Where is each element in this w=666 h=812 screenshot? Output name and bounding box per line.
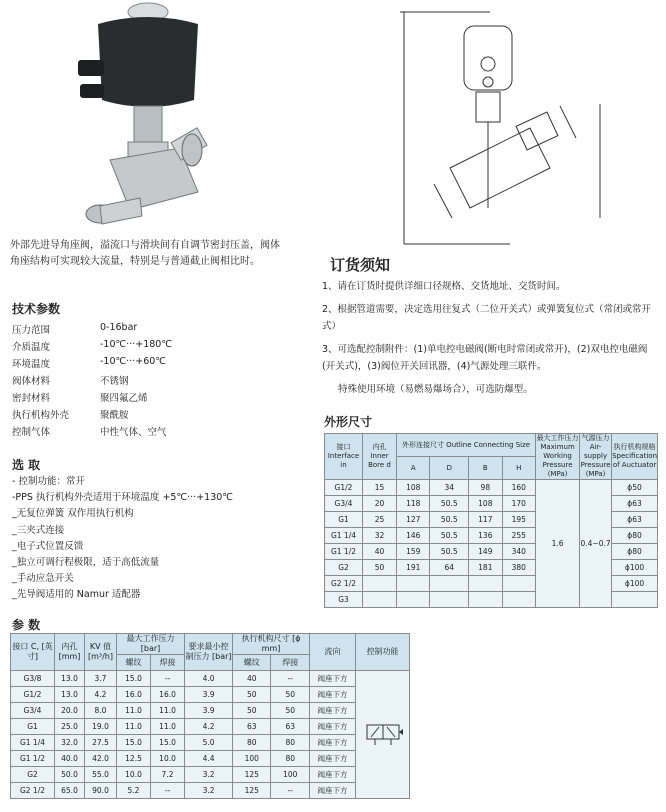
cell: G1 1/4	[325, 528, 363, 544]
cell: 380	[502, 560, 536, 576]
cell: 118	[397, 496, 430, 512]
cell: 3.2	[185, 783, 233, 799]
cell: 181	[469, 560, 502, 576]
option-item: _电子式位置反馈	[12, 540, 84, 552]
cell: 10.0	[117, 767, 151, 783]
cell: 50.5	[430, 496, 469, 512]
cell: 15.0	[151, 735, 185, 751]
th-interface: 接口 Interface in	[325, 434, 363, 480]
spec-row	[12, 356, 312, 373]
cell: 50	[271, 687, 310, 703]
cell: 阀座下方	[310, 783, 356, 799]
cell: 63	[233, 719, 271, 735]
cell	[430, 576, 469, 592]
cell: 149	[469, 544, 502, 560]
cell: 7.2	[151, 767, 185, 783]
outline-dimensions-table	[324, 433, 658, 608]
cell: 40.0	[55, 751, 85, 767]
cell: 阀座下方	[310, 687, 356, 703]
cell: --	[271, 671, 310, 687]
table-row	[11, 719, 410, 735]
th-bore: 内孔 Inner Bore d	[363, 434, 397, 480]
spec-value: 不锈钢	[100, 376, 129, 387]
cell: 55.0	[85, 767, 117, 783]
spec-key: 阀体材料	[12, 376, 51, 387]
th-weld: 焊接	[271, 655, 310, 671]
dimension-drawing	[390, 8, 640, 248]
cell: G2 1/2	[325, 576, 363, 592]
th-dim-d: D	[430, 457, 469, 480]
cell: ϕ100	[612, 576, 658, 592]
cell: 13.0	[55, 687, 85, 703]
cell: 65.0	[55, 783, 85, 799]
cell: 13.0	[55, 671, 85, 687]
cell: 195	[502, 512, 536, 528]
cell: 10.0	[151, 751, 185, 767]
cell	[502, 592, 536, 608]
th-dim-h: H	[502, 457, 536, 480]
table-row	[325, 480, 658, 496]
params-title: 参 数	[12, 618, 41, 632]
cell: 3.2	[185, 767, 233, 783]
th-thread: 螺纹	[233, 655, 271, 671]
cell: 50.5	[430, 528, 469, 544]
cell: G3/4	[325, 496, 363, 512]
cell: 108	[469, 496, 502, 512]
table-row	[11, 671, 410, 687]
spec-row	[12, 339, 312, 356]
tech-params-list	[12, 322, 312, 441]
cell: ϕ63	[612, 496, 658, 512]
cell: G2	[325, 560, 363, 576]
th-air-pressure: 气源压力 Air-supply Pressure (MPa)	[580, 434, 611, 478]
table-row	[11, 687, 410, 703]
cell: 11.0	[151, 703, 185, 719]
cell: 8.0	[85, 703, 117, 719]
cell: G1/2	[11, 687, 55, 703]
cell: G2 1/2	[11, 783, 55, 799]
cell: 117	[469, 512, 502, 528]
cell: 255	[502, 528, 536, 544]
cell: G3/8	[11, 671, 55, 687]
control-symbol-cell	[356, 671, 410, 799]
cell: 125	[233, 783, 271, 799]
cell: G1	[325, 512, 363, 528]
options-title: 选 取	[12, 458, 41, 472]
table-row	[11, 783, 410, 799]
th-dims: 外形连接尺寸 Outline Connecting Size	[397, 434, 536, 457]
cell: 90.0	[85, 783, 117, 799]
th-bore: 内孔 [mm]	[55, 634, 85, 671]
cell-air-pressure: 0.4~0.7	[580, 480, 612, 608]
cell: 3.9	[185, 687, 233, 703]
order-notes-title: 订货须知	[330, 256, 391, 274]
th-actuator: 执行机构规格 Specification of Auctuator	[612, 434, 658, 480]
th-max-pressure: 最大工作压力 [bar]	[117, 634, 185, 655]
th-actuator-size: 执行机构尺寸 [ϕ mm]	[233, 634, 310, 655]
cell: ϕ63	[612, 512, 658, 528]
cell: G3/4	[11, 703, 55, 719]
cell: 108	[397, 480, 430, 496]
cell: 阀座下方	[310, 735, 356, 751]
cell: 100	[271, 767, 310, 783]
cell	[469, 592, 502, 608]
cell: 4.4	[185, 751, 233, 767]
cell	[430, 592, 469, 608]
cell	[469, 576, 502, 592]
cell: 27.5	[85, 735, 117, 751]
cell: 146	[397, 528, 430, 544]
spec-row	[12, 407, 312, 424]
option-item: - 控制功能：常开	[12, 476, 85, 487]
cell: 191	[397, 560, 430, 576]
cell: 50	[233, 687, 271, 703]
cell: 25.0	[55, 719, 85, 735]
th-min-control-pressure: 要求最小控制压力 [bar]	[185, 634, 233, 671]
cell	[612, 592, 658, 608]
cell: 11.0	[151, 719, 185, 735]
cell: 16.0	[151, 687, 185, 703]
cell: --	[151, 783, 185, 799]
th-flow: 流向	[310, 634, 356, 671]
table-row	[11, 751, 410, 767]
cell: 340	[502, 544, 536, 560]
description-line-1: 外部先进导角座阀，溢流口与滑块间有自调节密封压盖，阀体	[10, 240, 280, 251]
th-max-pressure: 最大工作压力 Maximum Working Pressure (MPa)	[536, 434, 579, 478]
cell: 136	[469, 528, 502, 544]
spec-value: -10℃···+60℃	[100, 356, 166, 367]
cell: 40	[363, 544, 397, 560]
cell: 40	[233, 671, 271, 687]
options-list	[12, 474, 312, 604]
table-row	[11, 767, 410, 783]
cell: 阀座下方	[310, 671, 356, 687]
cell: G3	[325, 592, 363, 608]
cell: 5.2	[117, 783, 151, 799]
cell	[397, 592, 430, 608]
option-item: _无复位弹簧 双作用执行机构	[12, 508, 134, 520]
spec-value: -10℃···+180℃	[100, 339, 173, 350]
cell: 34	[430, 480, 469, 496]
cell: G1 1/2	[11, 751, 55, 767]
cell: 127	[397, 512, 430, 528]
cell: 阀座下方	[310, 719, 356, 735]
cell: 159	[397, 544, 430, 560]
spec-key: 介质温度	[12, 342, 51, 353]
spec-key: 压力范围	[12, 325, 51, 336]
cell: 50	[271, 703, 310, 719]
cell: 64	[430, 560, 469, 576]
cell: 11.0	[117, 719, 151, 735]
cell: 50.5	[430, 512, 469, 528]
cell: 160	[502, 480, 536, 496]
cell: 170	[502, 496, 536, 512]
spec-value: 0-16bar	[100, 322, 138, 333]
cell: 50	[233, 703, 271, 719]
th-dim-b: B	[469, 457, 502, 480]
cell	[502, 576, 536, 592]
spec-row	[12, 373, 312, 390]
cell	[363, 576, 397, 592]
cell: G1	[11, 719, 55, 735]
spec-value: 聚四氟乙烯	[100, 393, 148, 404]
outline-title: 外形尺寸	[324, 415, 373, 429]
cell: ϕ80	[612, 544, 658, 560]
cell: ϕ50	[612, 480, 658, 496]
cell: 16.0	[117, 687, 151, 703]
cell: --	[271, 783, 310, 799]
cell: 3.7	[85, 671, 117, 687]
order-note-1: 1、请在订货时提供详细口径规格、交货地址、交货时间。	[322, 281, 566, 292]
cell: 15	[363, 480, 397, 496]
order-note-3: 3、可选配控制附件：(1)单电控电磁阀(断电时常闭或常开)，(2)双电控电磁阀(开关式)，(3)阀位开关回讯器，(4)气源处理三联件。	[322, 344, 648, 372]
product-description	[10, 238, 310, 270]
spec-row	[12, 424, 312, 441]
cell: 98	[469, 480, 502, 496]
cell: 4.2	[85, 687, 117, 703]
cell: 125	[233, 767, 271, 783]
spec-row	[12, 390, 312, 407]
cell: 80	[233, 735, 271, 751]
option-item: _独立可调行程极限，适于高低流量	[12, 557, 160, 569]
cell: 11.0	[117, 703, 151, 719]
th-dim-a: A	[397, 457, 430, 480]
spec-value: 中性气体、空气	[100, 427, 167, 438]
cell: 25	[363, 512, 397, 528]
cell: 32	[363, 528, 397, 544]
cell: 3.9	[185, 703, 233, 719]
spec-value: 聚酰胺	[100, 410, 129, 421]
spec-key: 环境温度	[12, 359, 51, 370]
cell: 4.2	[185, 719, 233, 735]
cell: --	[151, 671, 185, 687]
cell: 32.0	[55, 735, 85, 751]
parameters-table	[10, 633, 410, 799]
cell: 50	[363, 560, 397, 576]
table-row	[11, 703, 410, 719]
cell	[397, 576, 430, 592]
cell: 63	[271, 719, 310, 735]
cell-max-pressure: 1.6	[536, 480, 580, 608]
option-item: _三夹式连接	[12, 524, 65, 536]
option-item: -PPS 执行机构外壳适用于环境温度 +5℃···+130℃	[12, 492, 233, 504]
cell: G2	[11, 767, 55, 783]
spec-row	[12, 322, 312, 339]
order-note-4: 特殊使用环境（易燃易爆场合），可选防爆型。	[338, 384, 533, 395]
cell: 15.0	[117, 735, 151, 751]
th-thread: 螺纹	[117, 655, 151, 671]
cell: 100	[233, 751, 271, 767]
order-note-2: 2、根据管道需要，决定选用往复式（二位开关式）或弹簧复位式（常闭或常开式）	[322, 304, 652, 332]
cell	[363, 592, 397, 608]
th-kv: KV 值 [m³/h]	[85, 634, 117, 671]
cell: 15.0	[117, 671, 151, 687]
cell: G1 1/4	[11, 735, 55, 751]
cell: 阀座下方	[310, 751, 356, 767]
spec-key: 密封材料	[12, 393, 51, 404]
cell: 5.0	[185, 735, 233, 751]
cell: G1 1/2	[325, 544, 363, 560]
description-line-2: 角座结构可实现较大流量，特别是与普通截止阀相比时。	[10, 256, 260, 267]
cell: 12.5	[117, 751, 151, 767]
th-weld: 焊接	[151, 655, 185, 671]
cell: 80	[271, 735, 310, 751]
th-control: 控制功能	[356, 634, 410, 671]
valve-symbol-icon	[361, 719, 405, 749]
cell: G1/2	[325, 480, 363, 496]
order-notes	[322, 278, 656, 404]
option-item: _手动应急开关	[12, 573, 74, 585]
cell: 4.0	[185, 671, 233, 687]
th-interface: 接口 C, [英寸]	[11, 634, 55, 671]
valve-photo	[70, 2, 260, 234]
spec-key: 控制气体	[12, 427, 51, 438]
tech-params-title: 技术参数	[12, 302, 61, 316]
cell: 19.0	[85, 719, 117, 735]
cell: ϕ80	[612, 528, 658, 544]
cell: 20.0	[55, 703, 85, 719]
spec-key: 执行机构外壳	[12, 410, 70, 421]
option-item: _先导阀适用的 Namur 适配器	[12, 589, 141, 601]
cell: 80	[271, 751, 310, 767]
cell: 阀座下方	[310, 703, 356, 719]
cell: 50.0	[55, 767, 85, 783]
cell: 20	[363, 496, 397, 512]
cell: 阀座下方	[310, 767, 356, 783]
cell: ϕ100	[612, 560, 658, 576]
table-row	[11, 735, 410, 751]
cell: 50.5	[430, 544, 469, 560]
cell: 42.0	[85, 751, 117, 767]
